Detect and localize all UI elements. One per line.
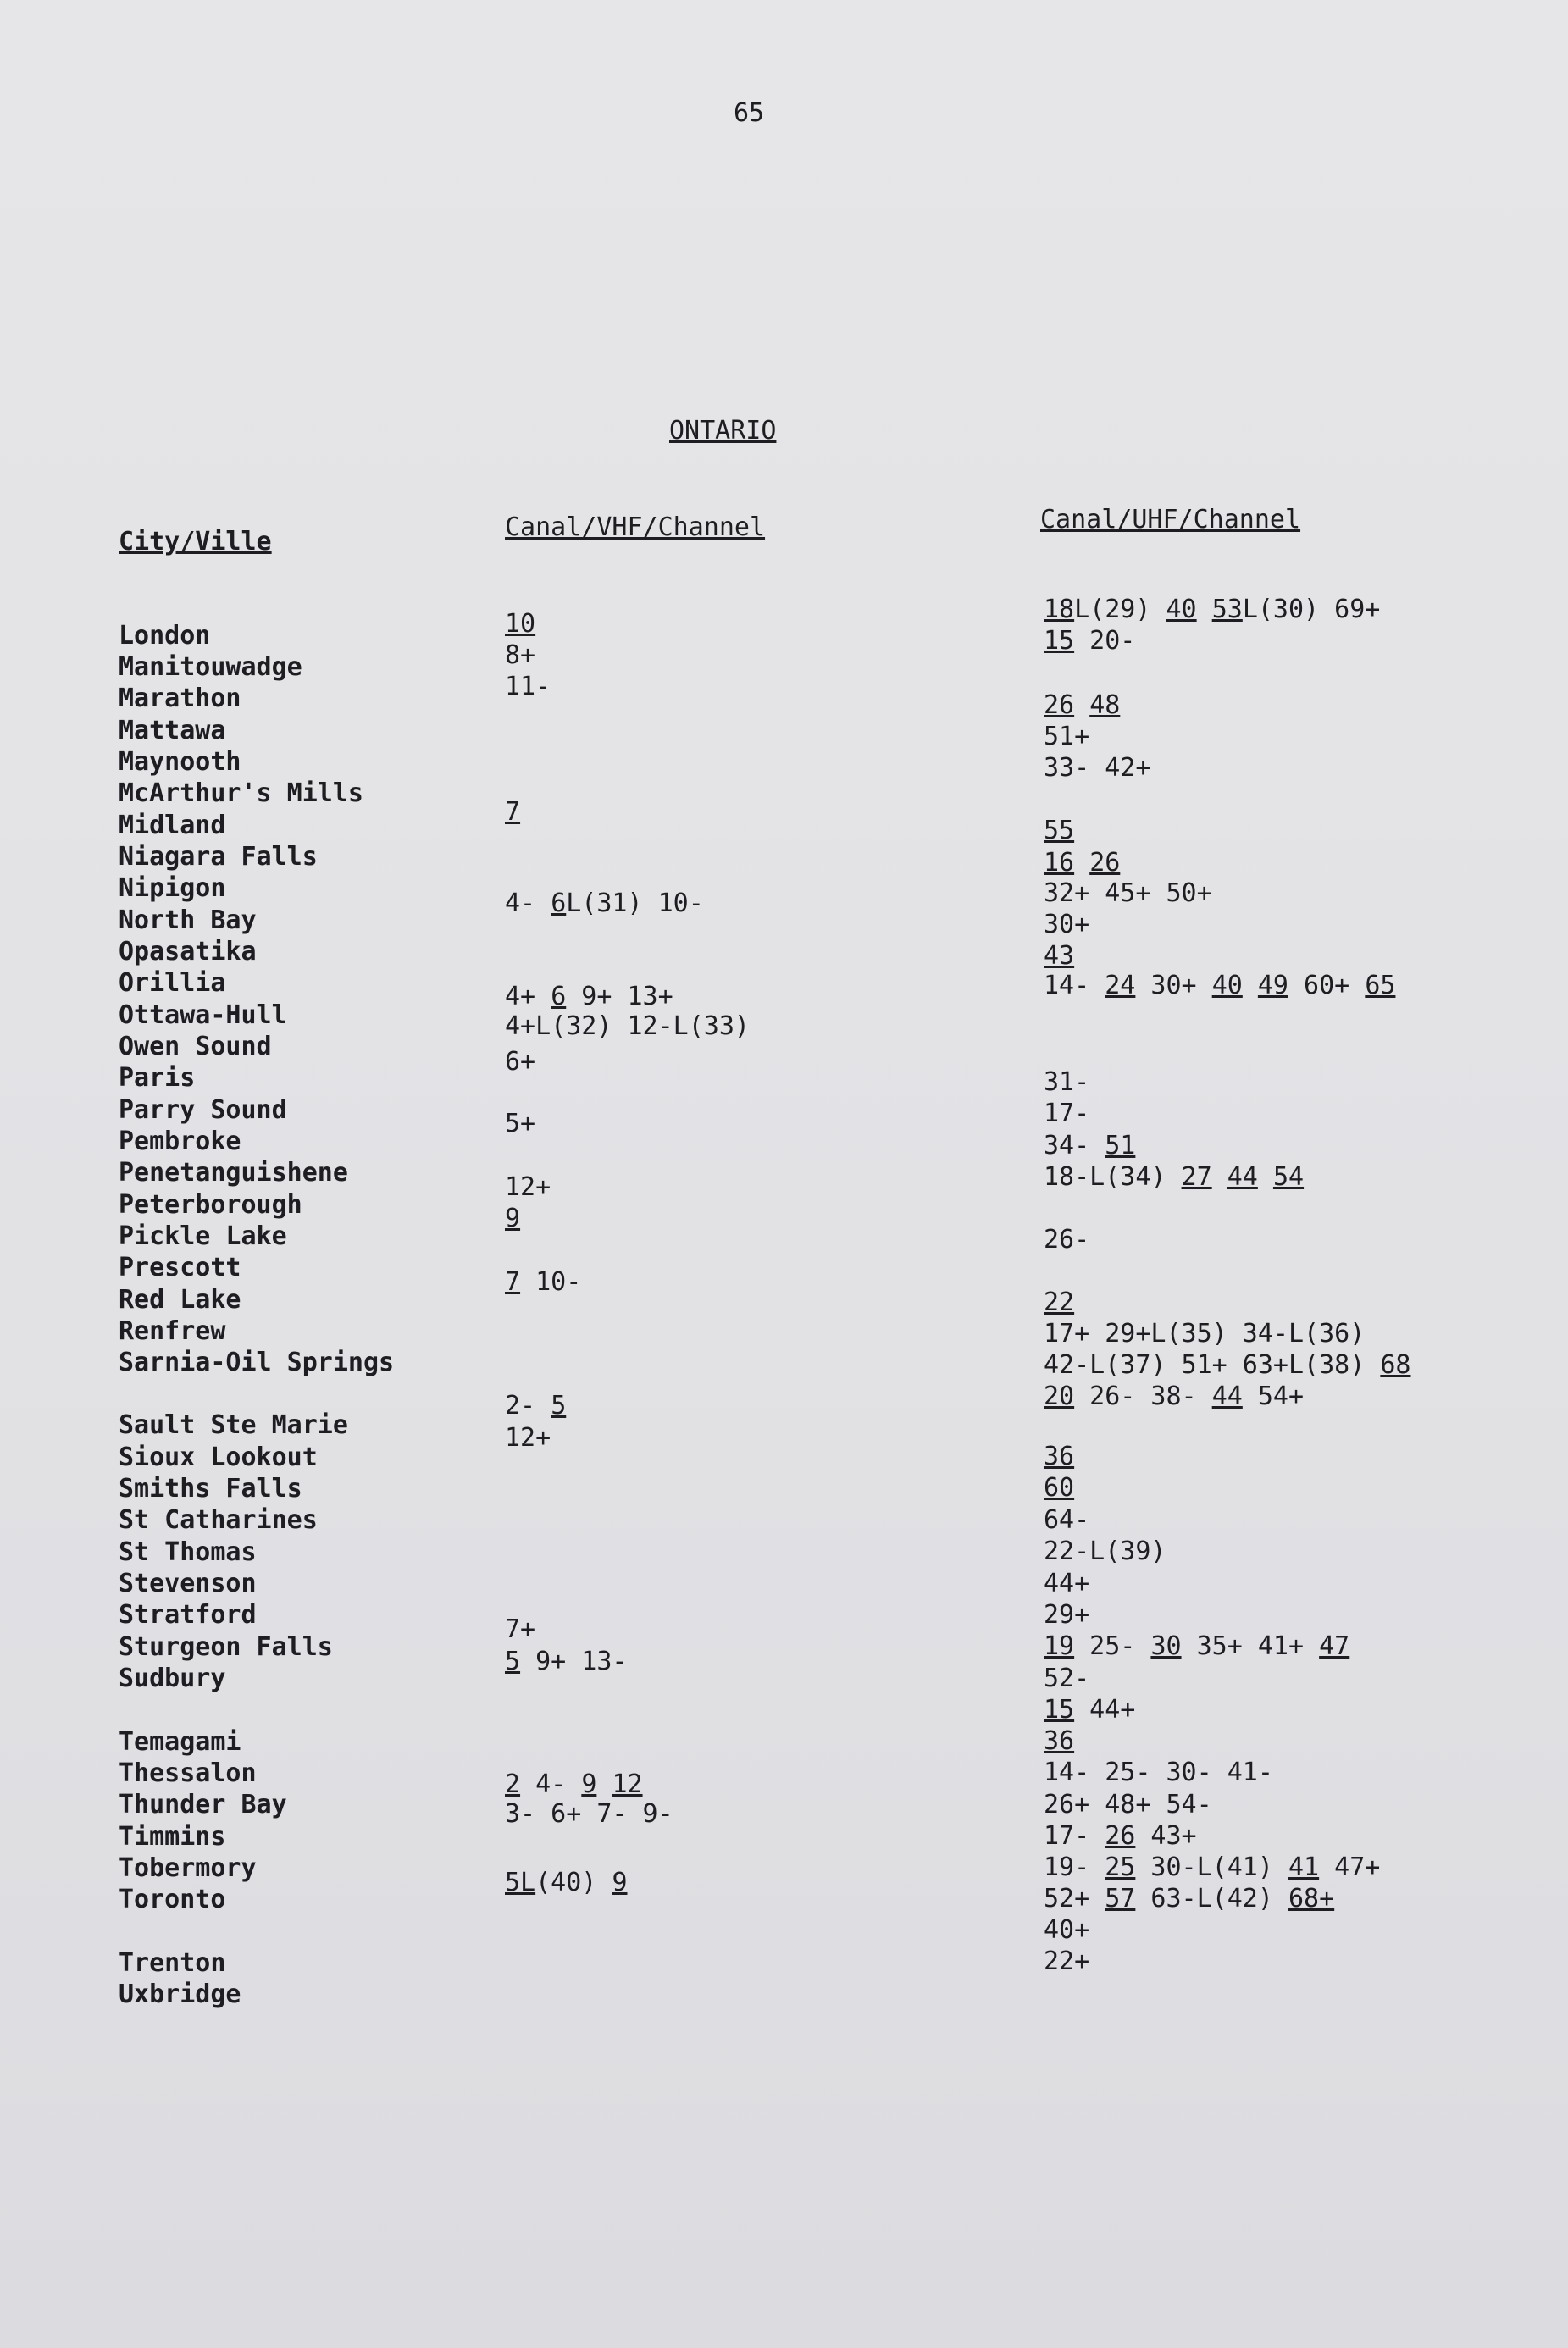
uhf-channel-line bbox=[1044, 1790, 1212, 1820]
channel-text bbox=[1258, 1162, 1273, 1192]
channel-underlined: 57 bbox=[1105, 1884, 1136, 1913]
city-name: Thunder Bay bbox=[119, 1790, 287, 1819]
channel-underlined: 43 bbox=[1044, 941, 1075, 971]
channel-underlined: 9 bbox=[505, 1204, 521, 1233]
city-name: Niagara Falls bbox=[119, 842, 318, 872]
uhf-channel-line bbox=[1044, 1350, 1410, 1381]
vhf-channel-line bbox=[505, 1204, 520, 1234]
city-name: St Thomas bbox=[119, 1537, 257, 1567]
channel-underlined: 41 bbox=[1288, 1852, 1320, 1882]
uhf-channel-line bbox=[1044, 1319, 1365, 1349]
channel-text: 9+ 13+ bbox=[566, 982, 673, 1011]
uhf-channel-line bbox=[1044, 971, 1395, 1001]
uhf-channel-line bbox=[1044, 1947, 1089, 1977]
channel-text: 3- 6+ 7- 9- bbox=[505, 1799, 673, 1829]
channel-text: L(31) 10- bbox=[566, 889, 704, 918]
channel-underlined: 54 bbox=[1272, 1162, 1305, 1192]
uhf-channel-line bbox=[1044, 1915, 1089, 1946]
city-name: Ottawa-Hull bbox=[119, 1000, 287, 1030]
channel-text: 31- bbox=[1044, 1067, 1090, 1097]
channel-text: 35+ 41+ bbox=[1181, 1631, 1320, 1661]
uhf-channel-line bbox=[1044, 1852, 1380, 1883]
channel-underlined: 22 bbox=[1044, 1288, 1075, 1317]
uhf-channel-line bbox=[1044, 1099, 1089, 1129]
channel-underlined: 44 bbox=[1211, 1382, 1243, 1411]
uhf-channel-line bbox=[1044, 1131, 1135, 1161]
channel-underlined: 6 bbox=[551, 982, 567, 1011]
channel-underlined: 65 bbox=[1365, 971, 1396, 1000]
city-name: Penetanguishene bbox=[119, 1158, 348, 1188]
uhf-channel-line bbox=[1044, 595, 1380, 625]
vhf-channel-line bbox=[505, 609, 535, 640]
city-name: Sioux Lookout bbox=[119, 1443, 318, 1472]
uhf-channel-line bbox=[1044, 690, 1120, 721]
uhf-channel-line bbox=[1044, 1664, 1089, 1694]
channel-text bbox=[596, 1769, 612, 1799]
uhf-channel-line bbox=[1044, 1884, 1334, 1914]
channel-text: 22-L(39) bbox=[1044, 1537, 1166, 1566]
channel-underlined: 10 bbox=[505, 609, 536, 639]
channel-underlined: 68+ bbox=[1288, 1884, 1335, 1913]
page-number: 65 bbox=[734, 98, 765, 128]
city-name: Sudbury bbox=[119, 1664, 226, 1693]
city-name: Sarnia-Oil Springs bbox=[119, 1348, 395, 1377]
channel-text: 8+ bbox=[505, 640, 536, 670]
city-name: Red Lake bbox=[119, 1285, 241, 1315]
vhf-channel-line bbox=[505, 1423, 551, 1454]
channel-text: 40+ bbox=[1044, 1915, 1090, 1945]
channel-text: 63-L(42) bbox=[1135, 1884, 1288, 1913]
vhf-channel-line bbox=[505, 1391, 566, 1421]
vhf-channel-line bbox=[505, 1011, 750, 1042]
city-name: Smiths Falls bbox=[119, 1474, 302, 1503]
channel-underlined: 47 bbox=[1319, 1631, 1350, 1661]
uhf-channel-line bbox=[1044, 1067, 1089, 1098]
city-name: McArthur's Mills bbox=[119, 778, 363, 808]
uhf-channel-line bbox=[1044, 722, 1089, 752]
channel-text: 60+ bbox=[1288, 971, 1366, 1000]
channel-text: 22+ bbox=[1044, 1947, 1090, 1976]
channel-text bbox=[1212, 1162, 1227, 1192]
uhf-channel-line bbox=[1044, 1537, 1166, 1567]
vhf-channel-line bbox=[505, 1614, 535, 1645]
channel-underlined: 5 bbox=[505, 1647, 521, 1676]
vhf-channel-line bbox=[505, 1047, 535, 1077]
uhf-channel-line bbox=[1044, 941, 1074, 972]
channel-underlined: 6 bbox=[551, 889, 567, 918]
channel-text: 26- 38- bbox=[1074, 1382, 1212, 1411]
vhf-channel-line bbox=[505, 672, 551, 702]
channel-text: 12+ bbox=[505, 1172, 551, 1202]
channel-text: 19- bbox=[1044, 1852, 1105, 1882]
vhf-channel-line bbox=[505, 797, 520, 828]
channel-underlined: 7 bbox=[505, 1267, 521, 1297]
vhf-channel-line bbox=[505, 640, 535, 671]
channel-text: 25- bbox=[1074, 1631, 1151, 1661]
channel-text: 10- bbox=[520, 1267, 582, 1297]
uhf-channel-line bbox=[1044, 1758, 1273, 1788]
city-name: Midland bbox=[119, 811, 226, 840]
vhf-channel-line bbox=[505, 1769, 643, 1800]
city-name: Prescott bbox=[119, 1253, 241, 1282]
city-name: Pembroke bbox=[119, 1127, 241, 1156]
channel-text: 42-L(37) 51+ 63+L(38) bbox=[1044, 1350, 1381, 1380]
city-name: Stevenson bbox=[119, 1569, 257, 1598]
channel-underlined: 40 bbox=[1166, 595, 1197, 624]
channel-text: 2- bbox=[505, 1391, 551, 1420]
uhf-channel-line bbox=[1044, 1288, 1074, 1318]
channel-underlined: 44 bbox=[1227, 1162, 1258, 1192]
uhf-channel-line bbox=[1044, 1726, 1074, 1757]
channel-text bbox=[1074, 690, 1089, 720]
channel-text bbox=[1197, 595, 1212, 624]
uhf-channel-line bbox=[1044, 878, 1212, 909]
city-name: Orillia bbox=[119, 968, 226, 998]
uhf-channel-line bbox=[1044, 1821, 1197, 1852]
channel-underlined: 9 bbox=[581, 1769, 597, 1799]
uhf-channel-line bbox=[1044, 1695, 1135, 1725]
channel-underlined: 24 bbox=[1105, 971, 1136, 1000]
channel-underlined: 60 bbox=[1044, 1473, 1075, 1503]
vhf-channel-line bbox=[505, 1868, 628, 1898]
city-name: Renfrew bbox=[119, 1316, 226, 1346]
vhf-channel-line bbox=[505, 1109, 535, 1139]
channel-text: 33- 42+ bbox=[1044, 753, 1151, 783]
city-name: Nipigon bbox=[119, 873, 226, 903]
channel-text: 26- bbox=[1044, 1225, 1090, 1254]
channel-text bbox=[1243, 971, 1258, 1000]
channel-text: 17- bbox=[1044, 1099, 1090, 1128]
channel-underlined: 36 bbox=[1044, 1442, 1075, 1471]
uhf-channel-line bbox=[1044, 1505, 1089, 1536]
city-name: London bbox=[119, 621, 211, 651]
uhf-channel-line bbox=[1044, 848, 1120, 878]
channel-text: 9+ 13- bbox=[520, 1647, 628, 1676]
channel-text: 14- 25- 30- 41- bbox=[1044, 1758, 1273, 1787]
city-name: Marathon bbox=[119, 684, 241, 713]
channel-text: 44+ bbox=[1074, 1695, 1136, 1725]
channel-text: 4+L(32) 12-L(33) bbox=[505, 1011, 750, 1041]
vhf-channel-line bbox=[505, 1172, 551, 1203]
city-name: Trenton bbox=[119, 1948, 226, 1978]
channel-underlined: 48 bbox=[1089, 690, 1121, 720]
city-name: Toronto bbox=[119, 1885, 226, 1914]
uhf-column-header: Canal/UHF/Channel bbox=[1040, 505, 1301, 534]
channel-text: 18-L(34) bbox=[1044, 1162, 1182, 1192]
channel-text: 44+ bbox=[1044, 1569, 1090, 1598]
channel-underlined: 30 bbox=[1150, 1631, 1182, 1661]
city-name: Sturgeon Falls bbox=[119, 1632, 333, 1662]
channel-underlined: 68 bbox=[1380, 1350, 1411, 1380]
channel-text: (40) bbox=[535, 1868, 612, 1897]
vhf-channel-line bbox=[505, 982, 673, 1012]
channel-text: L(30) 69+ bbox=[1242, 595, 1381, 624]
channel-underlined: 18 bbox=[1044, 595, 1075, 624]
section-title: ONTARIO bbox=[669, 416, 777, 446]
channel-text: 14- bbox=[1044, 971, 1105, 1000]
vhf-column-header: Canal/VHF/Channel bbox=[505, 512, 766, 542]
channel-text: 52- bbox=[1044, 1664, 1090, 1693]
vhf-channel-line bbox=[505, 1647, 628, 1677]
channel-underlined: 55 bbox=[1044, 816, 1075, 845]
city-name: Thessalon bbox=[119, 1758, 257, 1788]
channel-underlined: 2 bbox=[505, 1769, 521, 1799]
city-name: Stratford bbox=[119, 1600, 257, 1630]
channel-underlined: 26 bbox=[1044, 690, 1075, 720]
uhf-channel-line bbox=[1044, 1225, 1089, 1255]
channel-underlined: 20 bbox=[1044, 1382, 1075, 1411]
channel-underlined: 9 bbox=[612, 1868, 628, 1897]
uhf-channel-line bbox=[1044, 816, 1074, 846]
channel-text: 26+ 48+ 54- bbox=[1044, 1790, 1212, 1819]
channel-underlined: 12 bbox=[612, 1769, 643, 1799]
city-name: Mattawa bbox=[119, 716, 226, 745]
channel-text: 30-L(41) bbox=[1135, 1852, 1288, 1882]
channel-text: 7+ bbox=[505, 1614, 536, 1644]
city-name: Uxbridge bbox=[119, 1980, 241, 2009]
city-name: Temagami bbox=[119, 1727, 241, 1757]
channel-underlined: 5L bbox=[505, 1868, 536, 1897]
uhf-channel-line bbox=[1044, 626, 1135, 656]
uhf-channel-line bbox=[1044, 1600, 1089, 1631]
channel-underlined: 53 bbox=[1211, 595, 1243, 624]
channel-text: 11- bbox=[505, 672, 551, 701]
channel-text: 6+ bbox=[505, 1047, 536, 1077]
city-name: North Bay bbox=[119, 905, 257, 935]
channel-text bbox=[1074, 848, 1089, 878]
channel-text: L(29) bbox=[1074, 595, 1166, 624]
city-column-header: City/Ville bbox=[119, 527, 272, 557]
channel-text: 4- bbox=[505, 889, 551, 918]
channel-text: 20- bbox=[1074, 626, 1136, 656]
channel-text: 29+ bbox=[1044, 1600, 1090, 1630]
city-name: Peterborough bbox=[119, 1190, 302, 1220]
uhf-channel-line bbox=[1044, 1569, 1089, 1599]
city-name: Owen Sound bbox=[119, 1032, 272, 1061]
city-name: Opasatika bbox=[119, 937, 257, 966]
city-name: Maynooth bbox=[119, 747, 241, 777]
city-name: Timmins bbox=[119, 1822, 226, 1852]
uhf-channel-line bbox=[1044, 1442, 1074, 1472]
channel-text: 47+ bbox=[1319, 1852, 1381, 1882]
uhf-channel-line bbox=[1044, 1162, 1304, 1193]
channel-underlined: 27 bbox=[1181, 1162, 1212, 1192]
channel-underlined: 15 bbox=[1044, 626, 1075, 656]
channel-text: 4+ bbox=[505, 982, 551, 1011]
channel-text: 30+ bbox=[1135, 971, 1212, 1000]
channel-underlined: 15 bbox=[1044, 1695, 1075, 1725]
uhf-channel-line bbox=[1044, 910, 1089, 940]
channel-underlined: 16 bbox=[1044, 848, 1075, 878]
channel-text: 30+ bbox=[1044, 910, 1090, 939]
channel-text: 43+ bbox=[1135, 1821, 1197, 1851]
city-name: Manitouwadge bbox=[119, 652, 302, 682]
uhf-channel-line bbox=[1044, 753, 1150, 784]
channel-underlined: 49 bbox=[1257, 971, 1288, 1000]
uhf-channel-line bbox=[1044, 1631, 1349, 1662]
channel-text: 12+ bbox=[505, 1423, 551, 1453]
vhf-channel-line bbox=[505, 1799, 673, 1830]
channel-text: 52+ bbox=[1044, 1884, 1105, 1913]
uhf-channel-line bbox=[1044, 1473, 1074, 1503]
channel-text: 32+ 45+ 50+ bbox=[1044, 878, 1212, 908]
channel-text: 5+ bbox=[505, 1109, 536, 1138]
channel-underlined: 26 bbox=[1089, 848, 1121, 878]
city-name: Pickle Lake bbox=[119, 1221, 287, 1251]
channel-text: 17- bbox=[1044, 1821, 1105, 1851]
channel-underlined: 5 bbox=[551, 1391, 567, 1420]
channel-text: 51+ bbox=[1044, 722, 1090, 751]
vhf-channel-line bbox=[505, 889, 704, 919]
channel-text: 54+ bbox=[1242, 1382, 1305, 1411]
channel-underlined: 19 bbox=[1044, 1631, 1075, 1661]
city-name: Paris bbox=[119, 1063, 196, 1093]
vhf-channel-line bbox=[505, 1267, 581, 1298]
city-name: Sault Ste Marie bbox=[119, 1410, 348, 1440]
channel-underlined: 26 bbox=[1105, 1821, 1136, 1851]
city-name: Tobermory bbox=[119, 1853, 257, 1883]
channel-text: 34- bbox=[1044, 1131, 1105, 1160]
uhf-channel-line bbox=[1044, 1382, 1304, 1412]
channel-underlined: 40 bbox=[1211, 971, 1243, 1000]
channel-text: 17+ 29+L(35) 34-L(36) bbox=[1044, 1319, 1366, 1348]
channel-underlined: 25 bbox=[1105, 1852, 1136, 1882]
channel-text: 64- bbox=[1044, 1505, 1090, 1535]
channel-underlined: 7 bbox=[505, 797, 521, 827]
channel-text: 4- bbox=[520, 1769, 582, 1799]
channel-underlined: 36 bbox=[1044, 1726, 1075, 1756]
channel-underlined: 51 bbox=[1105, 1131, 1136, 1160]
city-name: St Catharines bbox=[119, 1505, 318, 1535]
city-name: Parry Sound bbox=[119, 1095, 287, 1125]
